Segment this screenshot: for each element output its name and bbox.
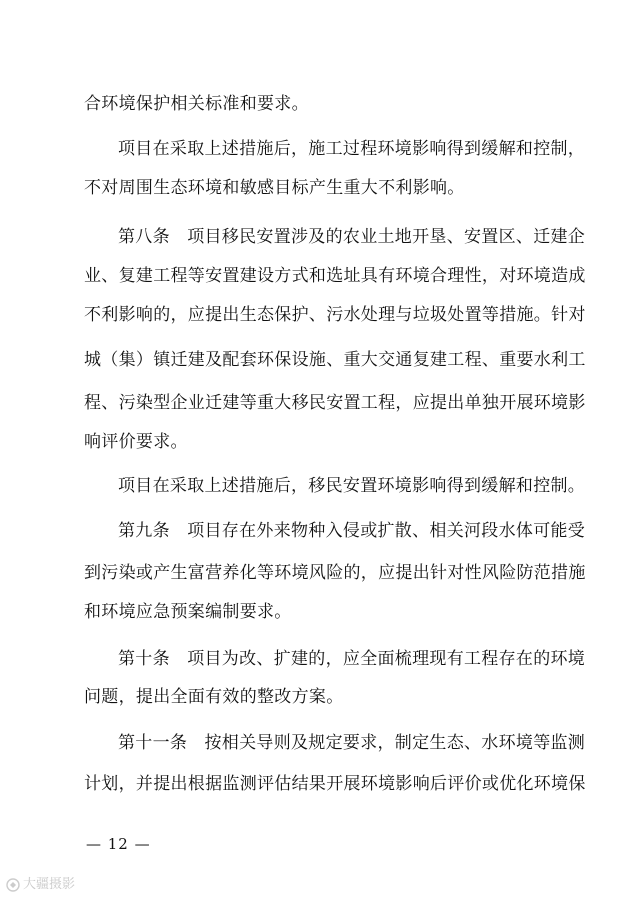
text-line: 和环境应急预案编制要求。 <box>84 602 292 622</box>
article-9-heading-line: 第九条 项目存在外来物种入侵或扩散、相关河段水体可能受 <box>118 521 586 541</box>
text-line: 项目在采取上述措施后，移民安置环境影响得到缓解和控制。 <box>118 476 586 496</box>
text-line: 不利影响的，应提出生态保护、污水处理与垃圾处置等措施。针对 <box>84 305 586 325</box>
page-number: — 12 — <box>86 835 151 853</box>
watermark-logo-icon <box>6 878 20 892</box>
text-line: 业、复建工程等安置建设方式和选址具有环境合理性，对环境造成 <box>84 266 586 286</box>
article-8-heading-line: 第八条 项目移民安置涉及的农业土地开垦、安置区、迁建企 <box>118 227 586 247</box>
text-line: 不对周围生态环境和敏感目标产生重大不利影响。 <box>84 178 465 198</box>
article-10-heading-line: 第十条 项目为改、扩建的，应全面梳理现有工程存在的环境 <box>118 649 586 669</box>
article-11-heading-line: 第十一条 按相关导则及规定要求，制定生态、水环境等监测 <box>118 733 586 753</box>
text-line: 项目在采取上述措施后，施工过程环境影响得到缓解和控制， <box>118 139 586 159</box>
watermark-text: 大疆摄影 <box>23 877 76 892</box>
text-line: 响评价要求。 <box>84 432 188 452</box>
text-line: 合环境保护相关标准和要求。 <box>84 94 309 114</box>
watermark <box>6 876 75 894</box>
text-line: 城（集）镇迁建及配套环保设施、重大交通复建工程、重要水利工 <box>84 350 586 370</box>
text-line: 计划，并提出根据监测评估结果开展环境影响后评价或优化环境保 <box>84 774 586 794</box>
text-line: 问题，提出全面有效的整改方案。 <box>84 687 344 707</box>
text-line: 到污染或产生富营养化等环境风险的，应提出针对性风险防范措施 <box>84 563 586 583</box>
text-line: 程、污染型企业迁建等重大移民安置工程，应提出单独开展环境影 <box>84 393 586 413</box>
